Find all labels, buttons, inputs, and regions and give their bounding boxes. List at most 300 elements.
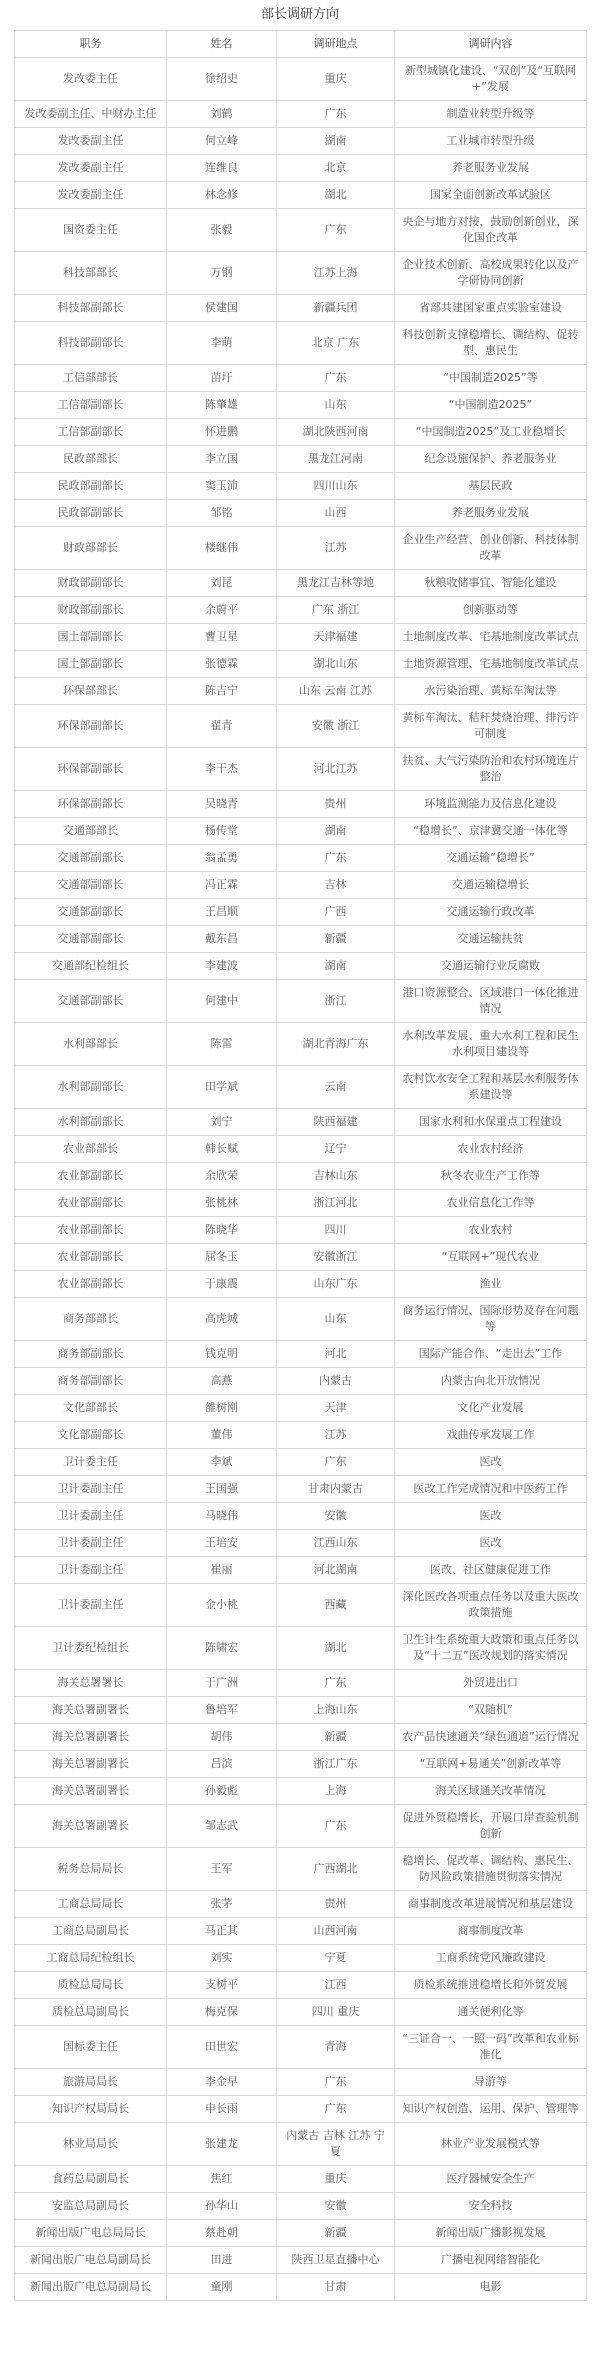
table-row	[15, 473, 587, 500]
cell-name: 蔡赴朝	[167, 2220, 277, 2247]
cell-position: 卫计委纪检组长	[15, 1627, 167, 1670]
cell-name: 翟青	[167, 705, 277, 748]
cell-content: 农产品快速通关“绿色通道”运行情况	[395, 1724, 587, 1751]
table-row	[15, 527, 587, 570]
table-row	[15, 748, 587, 791]
cell-name: 窦玉沛	[167, 473, 277, 500]
cell-location: 贵州	[277, 791, 395, 818]
cell-position: 交通部纪检组长	[15, 953, 167, 980]
cell-position: 质检总局局长	[15, 1972, 167, 1999]
cell-name: 刘宁	[167, 1109, 277, 1136]
cell-position: 国标委主任	[15, 2026, 167, 2069]
table-row	[15, 1972, 587, 1999]
table-row	[15, 1697, 587, 1724]
cell-location: 广东	[277, 1670, 395, 1697]
cell-name: 张建龙	[167, 2123, 277, 2166]
cell-location: 宁夏	[277, 1945, 395, 1972]
cell-location: 安徽	[277, 1503, 395, 1530]
cell-location: 甘肃	[277, 2274, 395, 2301]
cell-location: 湖北	[277, 182, 395, 209]
cell-location: 江西山东	[277, 1530, 395, 1557]
cell-name: 于康震	[167, 1271, 277, 1298]
cell-content: 医改工作完成情况和中医药工作	[395, 1476, 587, 1503]
cell-position: 科技部副部长	[15, 295, 167, 322]
cell-name: 万钢	[167, 252, 277, 295]
cell-position: 水利部副部长	[15, 1109, 167, 1136]
cell-location: 广东	[277, 1449, 395, 1476]
cell-position: 水利部部长	[15, 1023, 167, 1066]
cell-position: 文化部副部长	[15, 1422, 167, 1449]
cell-location: 吉林山东	[277, 1163, 395, 1190]
table-row	[15, 1271, 587, 1298]
cell-content: 扶贫、大气污染防治和农村环境连片整治	[395, 748, 587, 791]
cell-content: 外贸进出口	[395, 1670, 587, 1697]
table-row	[15, 1368, 587, 1395]
cell-location: 上海山东	[277, 1697, 395, 1724]
table-row	[15, 101, 587, 128]
cell-position: 卫计委副主任	[15, 1530, 167, 1557]
cell-location: 山东 云南 江苏	[277, 678, 395, 705]
table-row	[15, 1670, 587, 1697]
cell-position: 新闻出版广电总局副局长	[15, 2274, 167, 2301]
cell-position: 工信部副部长	[15, 419, 167, 446]
cell-position: 国土部副部长	[15, 624, 167, 651]
cell-content: 渔业	[395, 1271, 587, 1298]
table-row	[15, 899, 587, 926]
cell-location: 青海	[277, 2026, 395, 2069]
table-row	[15, 1918, 587, 1945]
column-header-content: 调研内容	[395, 31, 587, 58]
cell-content: 内蒙古向北开放情况	[395, 1368, 587, 1395]
cell-name: 吕滨	[167, 1751, 277, 1778]
table-row	[15, 1503, 587, 1530]
cell-position: 发改委副主任	[15, 128, 167, 155]
cell-name: 陈吉宁	[167, 678, 277, 705]
table-row	[15, 1584, 587, 1627]
cell-location: 山西河南	[277, 1918, 395, 1945]
table-row	[15, 1066, 587, 1109]
column-header-name: 姓名	[167, 31, 277, 58]
table-row	[15, 1751, 587, 1778]
cell-name: 刘鹤	[167, 101, 277, 128]
cell-position: 民政部部长	[15, 446, 167, 473]
column-header-location: 调研地点	[277, 31, 395, 58]
cell-location: 甘肃内蒙古	[277, 1476, 395, 1503]
cell-location: 黑龙江吉林等地	[277, 570, 395, 597]
cell-position: 交通部副部长	[15, 872, 167, 899]
cell-content: 科技创新支撑稳增长、调结构、促转型、惠民生	[395, 322, 587, 365]
cell-location: 河北	[277, 1341, 395, 1368]
cell-name: 梅克保	[167, 1999, 277, 2026]
cell-position: 海关总署副署长	[15, 1724, 167, 1751]
cell-location: 江西	[277, 1972, 395, 1999]
table-row	[15, 322, 587, 365]
cell-name: 陈啸宏	[167, 1627, 277, 1670]
cell-position: 工商总局局长	[15, 1891, 167, 1918]
table-row	[15, 446, 587, 473]
cell-name: 李斌	[167, 1449, 277, 1476]
table-row	[15, 1724, 587, 1751]
cell-position: 财政部部长	[15, 527, 167, 570]
table-row	[15, 1627, 587, 1670]
cell-position: 环保部副部长	[15, 791, 167, 818]
cell-position: 质检总局副局长	[15, 1999, 167, 2026]
cell-position: 农业部部长	[15, 1136, 167, 1163]
cell-position: 财政部副部长	[15, 597, 167, 624]
cell-location: 广东	[277, 1805, 395, 1848]
cell-location: 山东	[277, 392, 395, 419]
table-row	[15, 2096, 587, 2123]
cell-name: 王国强	[167, 1476, 277, 1503]
cell-position: 海关总署副署长	[15, 1697, 167, 1724]
cell-content: 商务运行情况、国际形势及存在问题等	[395, 1298, 587, 1341]
table-row	[15, 2193, 587, 2220]
cell-content: “互联网+易通关”创新改革等	[395, 1751, 587, 1778]
cell-location: 湖北山东	[277, 651, 395, 678]
table-row	[15, 1945, 587, 1972]
cell-content: 秋粮收储事宜、智能化建设	[395, 570, 587, 597]
cell-location: 湖北青海广东	[277, 1023, 395, 1066]
cell-position: 发改委副主任	[15, 155, 167, 182]
table-row	[15, 1109, 587, 1136]
cell-content: 养老服务业发展	[395, 500, 587, 527]
cell-content: 知识产权创造、运用、保护、管理等	[395, 2096, 587, 2123]
cell-location: 四川山东	[277, 473, 395, 500]
cell-name: 张德霖	[167, 651, 277, 678]
cell-position: 交通部副部长	[15, 899, 167, 926]
cell-name: 戴东昌	[167, 926, 277, 953]
table-row	[15, 2123, 587, 2166]
table-row	[15, 1244, 587, 1271]
research-table	[14, 30, 587, 2301]
cell-name: 张桃林	[167, 1190, 277, 1217]
cell-location: 河北江苏	[277, 748, 395, 791]
cell-content: “双随机”	[395, 1697, 587, 1724]
cell-position: 旅游局局长	[15, 2069, 167, 2096]
table-row	[15, 1217, 587, 1244]
cell-content: 医疗器械安全生产	[395, 2166, 587, 2193]
cell-content: 养老服务业发展	[395, 155, 587, 182]
cell-name: 连维良	[167, 155, 277, 182]
cell-location: 湖南	[277, 953, 395, 980]
cell-name: 李萌	[167, 322, 277, 365]
cell-position: 新闻出版广电总局副局长	[15, 2247, 167, 2274]
table-row	[15, 209, 587, 252]
cell-location: 广东	[277, 2096, 395, 2123]
cell-content: 农业农村	[395, 1217, 587, 1244]
cell-location: 内蒙古 吉林 江苏 宁夏	[277, 2123, 395, 2166]
page-title: 部长调研方向	[260, 7, 339, 22]
cell-name: 曹卫星	[167, 624, 277, 651]
cell-content: 秋冬农业生产工作等	[395, 1163, 587, 1190]
cell-position: 工商总局纪检组长	[15, 1945, 167, 1972]
cell-content: 交通运输行政改革	[395, 899, 587, 926]
cell-location: 北京	[277, 155, 395, 182]
table-row	[15, 818, 587, 845]
cell-name: 鲁培军	[167, 1697, 277, 1724]
table-body	[15, 58, 587, 2301]
cell-name: 韩长赋	[167, 1136, 277, 1163]
cell-position: 科技部副部长	[15, 322, 167, 365]
cell-name: 田世宏	[167, 2026, 277, 2069]
cell-position: 知识产权局局长	[15, 2096, 167, 2123]
cell-position: 农业部副部长	[15, 1163, 167, 1190]
cell-position: 农业部副部长	[15, 1244, 167, 1271]
cell-content: 交通运输“稳增长”	[395, 845, 587, 872]
cell-location: 湖南	[277, 128, 395, 155]
cell-position: 海关总署副署长	[15, 1778, 167, 1805]
cell-location: 广东	[277, 845, 395, 872]
cell-name: 吴晓青	[167, 791, 277, 818]
cell-name: 余欣荣	[167, 1163, 277, 1190]
cell-position: 商务部副部长	[15, 1341, 167, 1368]
table-row	[15, 2274, 587, 2301]
cell-position: 交通部副部长	[15, 845, 167, 872]
table-row	[15, 392, 587, 419]
cell-position: 卫计委副主任	[15, 1557, 167, 1584]
cell-location: 四川 重庆	[277, 1999, 395, 2026]
table-row	[15, 624, 587, 651]
cell-content: 创新驱动等	[395, 597, 587, 624]
table-row	[15, 2026, 587, 2069]
cell-position: 发改委副主任、中财办主任	[15, 101, 167, 128]
cell-location: 西藏	[277, 1584, 395, 1627]
cell-content: 纪念设施保护、养老服务业	[395, 446, 587, 473]
cell-location: 浙江	[277, 980, 395, 1023]
cell-location: 湖北陕西河南	[277, 419, 395, 446]
cell-name: 孙华山	[167, 2193, 277, 2220]
table-row	[15, 1778, 587, 1805]
cell-position: 工商总局副局长	[15, 1918, 167, 1945]
cell-content: 商事制度改革进展情况和基层建设	[395, 1891, 587, 1918]
cell-content: 国家全面创新改革试验区	[395, 182, 587, 209]
table-row	[15, 1422, 587, 1449]
table-row	[15, 678, 587, 705]
cell-content: 卫生计生系统重大政策和重点任务以及“十二五”医改规划的落实情况	[395, 1627, 587, 1670]
cell-location: 广西	[277, 899, 395, 926]
cell-content: 医改	[395, 1530, 587, 1557]
table-row	[15, 365, 587, 392]
cell-position: 科技部部长	[15, 252, 167, 295]
cell-location: 上海	[277, 1778, 395, 1805]
cell-name: 张毅	[167, 209, 277, 252]
cell-name: 高燕	[167, 1368, 277, 1395]
cell-position: 农业部副部长	[15, 1217, 167, 1244]
cell-position: 海关总署署长	[15, 1670, 167, 1697]
cell-content: 土地资源管理、宅基地制度改革试点	[395, 651, 587, 678]
cell-content: 港口资源整合、区域港口一体化推进情况	[395, 980, 587, 1023]
cell-name: 王昌顺	[167, 899, 277, 926]
cell-name: 苗圩	[167, 365, 277, 392]
cell-name: 陈雷	[167, 1023, 277, 1066]
cell-name: 胡伟	[167, 1724, 277, 1751]
cell-location: 新疆	[277, 1724, 395, 1751]
cell-name: 楼继伟	[167, 527, 277, 570]
cell-location: 贵州	[277, 1891, 395, 1918]
cell-name: 冯正霖	[167, 872, 277, 899]
cell-content: 企业技术创新、高校成果转化以及产学研协同创新	[395, 252, 587, 295]
cell-name: 王军	[167, 1848, 277, 1891]
cell-position: 环保部部长	[15, 678, 167, 705]
cell-name: 田学斌	[167, 1066, 277, 1109]
table-row	[15, 1530, 587, 1557]
cell-location: 江苏	[277, 527, 395, 570]
cell-location: 广东	[277, 365, 395, 392]
cell-position: 新闻出版广电总局局长	[15, 2220, 167, 2247]
cell-name: 屈冬玉	[167, 1244, 277, 1271]
cell-name: 徐绍史	[167, 58, 277, 101]
cell-position: 发改委主任	[15, 58, 167, 101]
cell-position: 安监总局副局长	[15, 2193, 167, 2220]
cell-name: 金小桃	[167, 1584, 277, 1627]
cell-content: 国际产能合作、“走出去”工作	[395, 1341, 587, 1368]
cell-name: 孙毅彪	[167, 1778, 277, 1805]
cell-location: 安徽 浙江	[277, 705, 395, 748]
cell-position: 工信部副部长	[15, 392, 167, 419]
cell-location: 天津福建	[277, 624, 395, 651]
cell-location: 广西湖北	[277, 1848, 395, 1891]
table-row	[15, 872, 587, 899]
cell-name: 钱克明	[167, 1341, 277, 1368]
table-row	[15, 597, 587, 624]
cell-content: 深化医改各项重点任务以及重大医改政策措施	[395, 1584, 587, 1627]
cell-name: 李干杰	[167, 748, 277, 791]
cell-location: 广东 浙江	[277, 597, 395, 624]
cell-content: “中国制造2025”等	[395, 365, 587, 392]
cell-content: “稳增长”、京津冀交通一体化等	[395, 818, 587, 845]
cell-name: 刘实	[167, 1945, 277, 1972]
table-row	[15, 1805, 587, 1848]
cell-position: 卫计委副主任	[15, 1503, 167, 1530]
cell-content: 农村饮水安全工程和基层水利服务体系建设等	[395, 1066, 587, 1109]
cell-content: “三证合一、一照一码”改革和农业标准化	[395, 2026, 587, 2069]
cell-location: 辽宁	[277, 1136, 395, 1163]
cell-content: 林业产业发展模式等	[395, 2123, 587, 2166]
table-row	[15, 705, 587, 748]
cell-content: 新闻出版广播影视发展	[395, 2220, 587, 2247]
cell-position: 海关总署副署长	[15, 1751, 167, 1778]
cell-name: 焦红	[167, 2166, 277, 2193]
cell-content: 戏曲传承发展工作	[395, 1422, 587, 1449]
cell-position: 文化部部长	[15, 1395, 167, 1422]
cell-name: 王培安	[167, 1530, 277, 1557]
cell-name: 邹铭	[167, 500, 277, 527]
cell-name: 高虎城	[167, 1298, 277, 1341]
cell-location: 内蒙古	[277, 1368, 395, 1395]
table-row	[15, 651, 587, 678]
cell-location: 安徽	[277, 2193, 395, 2220]
cell-position: 水利部副部长	[15, 1066, 167, 1109]
table-row	[15, 1891, 587, 1918]
cell-position: 环保部副部长	[15, 748, 167, 791]
cell-content: 交通运输行业反腐败	[395, 953, 587, 980]
cell-position: 卫计委主任	[15, 1449, 167, 1476]
table-row	[15, 1449, 587, 1476]
cell-position: 民政部副部长	[15, 473, 167, 500]
table-row	[15, 2166, 587, 2193]
cell-location: 湖北	[277, 1627, 395, 1670]
table-row	[15, 980, 587, 1023]
table-row	[15, 570, 587, 597]
cell-position: 商务部部长	[15, 1298, 167, 1341]
cell-name: 于广洲	[167, 1670, 277, 1697]
cell-content: 促进外贸稳增长，开展口岸查验机制创新	[395, 1805, 587, 1848]
table-row	[15, 252, 587, 295]
cell-content: 医改	[395, 1503, 587, 1530]
cell-content: 稳增长、促改革、调结构、惠民生、防风险政策措施贯彻落实情况	[395, 1848, 587, 1891]
cell-content: 基层民政	[395, 473, 587, 500]
table-row	[15, 1341, 587, 1368]
cell-content: 央企与地方对接，鼓励创新创业，深化国企改革	[395, 209, 587, 252]
table-header-row	[15, 31, 587, 58]
cell-content: “中国制造2025”及工业稳增长	[395, 419, 587, 446]
cell-position: 林业局局长	[15, 2123, 167, 2166]
cell-position: 海关总署副署长	[15, 1805, 167, 1848]
cell-content: 通关便利化等	[395, 1999, 587, 2026]
cell-location: 广东	[277, 209, 395, 252]
cell-content: 交通运输稳增长	[395, 872, 587, 899]
table-row	[15, 1395, 587, 1422]
cell-position: 税务总局局长	[15, 1848, 167, 1891]
table-row	[15, 295, 587, 322]
cell-content: 导游等	[395, 2069, 587, 2096]
cell-content: 工商系统党风廉政建设	[395, 1945, 587, 1972]
cell-location: 浙江河北	[277, 1190, 395, 1217]
cell-content: 制造业转型升级等	[395, 101, 587, 128]
cell-content: 农业农村经济	[395, 1136, 587, 1163]
cell-position: 交通部部长	[15, 818, 167, 845]
cell-location: 天津	[277, 1395, 395, 1422]
cell-content: 文化产业发展	[395, 1395, 587, 1422]
cell-content: 国家水利和水保重点工程建设	[395, 1109, 587, 1136]
cell-content: 水利改革发展、重大水利工程和民生水利项目建设等	[395, 1023, 587, 1066]
cell-content: 电影	[395, 2274, 587, 2301]
cell-name: 李金早	[167, 2069, 277, 2096]
cell-location: 广东	[277, 101, 395, 128]
cell-content: 质检系统推进稳增长和外贸发展	[395, 1972, 587, 1999]
cell-location: 湖南	[277, 818, 395, 845]
cell-location: 浙江广东	[277, 1751, 395, 1778]
cell-content: 商事制度改革	[395, 1918, 587, 1945]
cell-location: 北京 广东	[277, 322, 395, 365]
cell-name: 雒树刚	[167, 1395, 277, 1422]
table-row	[15, 419, 587, 446]
table-row	[15, 953, 587, 980]
table-row	[15, 182, 587, 209]
cell-location: 重庆	[277, 58, 395, 101]
cell-location: 江苏	[277, 1422, 395, 1449]
table-row	[15, 926, 587, 953]
cell-content: 农业信息化工作等	[395, 1190, 587, 1217]
table-row	[15, 128, 587, 155]
cell-content: “中国制造2025”	[395, 392, 587, 419]
table-row	[15, 2247, 587, 2274]
table-row	[15, 1557, 587, 1584]
cell-content: 工业城市转型升级	[395, 128, 587, 155]
cell-position: 卫计委副主任	[15, 1584, 167, 1627]
cell-name: 张茅	[167, 1891, 277, 1918]
cell-name: 崔丽	[167, 1557, 277, 1584]
cell-position: 民政部副部长	[15, 500, 167, 527]
cell-position: 农业部副部长	[15, 1271, 167, 1298]
cell-name: 田进	[167, 2247, 277, 2274]
cell-position: 农业部副部长	[15, 1190, 167, 1217]
cell-content: 广播电视网络智能化	[395, 2247, 587, 2274]
table-row	[15, 2069, 587, 2096]
table-row	[15, 1023, 587, 1066]
cell-location: 新疆	[277, 2220, 395, 2247]
cell-name: 邹志武	[167, 1805, 277, 1848]
